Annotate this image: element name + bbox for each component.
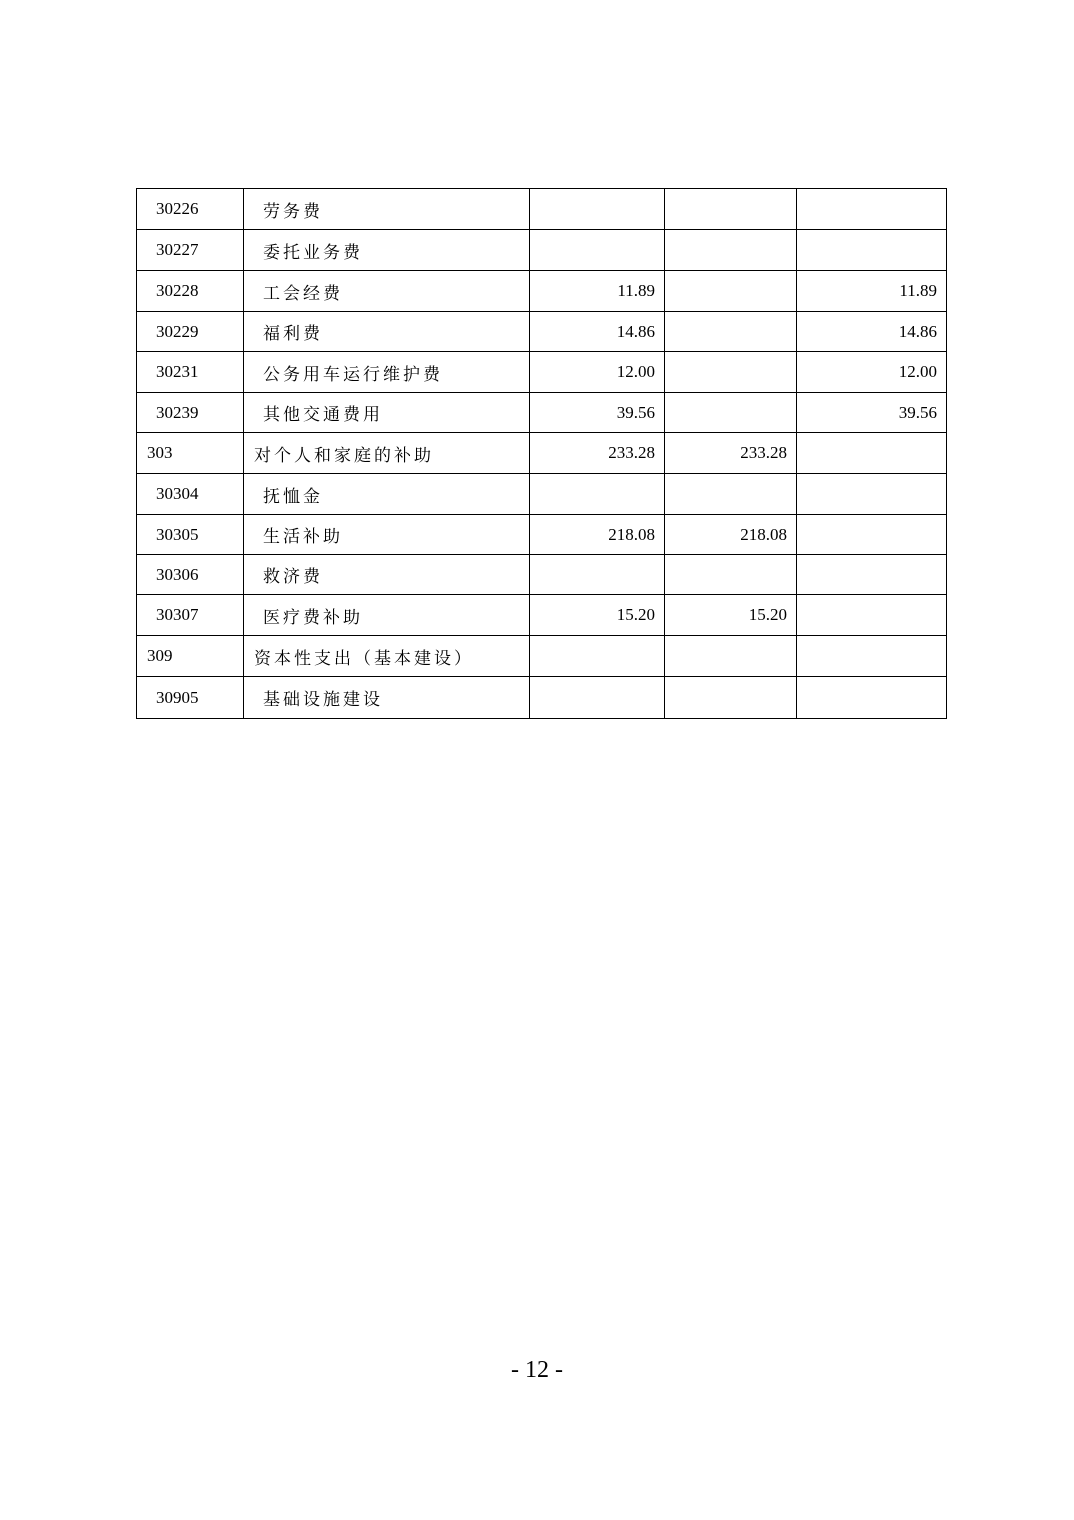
project-amount: [797, 189, 947, 230]
account-name: 公务用车运行维护费: [244, 352, 530, 393]
table-row: [137, 433, 947, 474]
total-amount: [530, 636, 665, 677]
basic-amount: [665, 677, 797, 719]
basic-amount: [665, 230, 797, 271]
account-name: 抚恤金: [244, 474, 530, 515]
basic-amount: 218.08: [665, 515, 797, 555]
table-row: [137, 312, 947, 352]
basic-amount: [665, 271, 797, 312]
account-name: 对个人和家庭的补助: [244, 433, 530, 474]
account-code: 30305: [137, 515, 244, 555]
table-row: [137, 230, 947, 271]
table-row: [137, 393, 947, 433]
total-amount: 15.20: [530, 595, 665, 636]
basic-amount: [665, 636, 797, 677]
project-amount: [797, 433, 947, 474]
table-row: [137, 636, 947, 677]
account-name: 医疗费补助: [244, 595, 530, 636]
total-amount: [530, 474, 665, 515]
account-code: 303: [137, 433, 244, 474]
project-amount: [797, 474, 947, 515]
basic-amount: [665, 189, 797, 230]
account-code: 309: [137, 636, 244, 677]
total-amount: 14.86: [530, 312, 665, 352]
table-row: [137, 352, 947, 393]
table-row: [137, 677, 947, 719]
project-amount: [797, 677, 947, 719]
budget-table: [136, 188, 947, 719]
project-amount: [797, 230, 947, 271]
account-name: 委托业务费: [244, 230, 530, 271]
account-code: 30307: [137, 595, 244, 636]
total-amount: 39.56: [530, 393, 665, 433]
account-code: 30231: [137, 352, 244, 393]
basic-amount: 233.28: [665, 433, 797, 474]
account-name: 救济费: [244, 555, 530, 595]
account-name: 生活补助: [244, 515, 530, 555]
total-amount: [530, 677, 665, 719]
basic-amount: [665, 555, 797, 595]
basic-amount: [665, 393, 797, 433]
total-amount: 218.08: [530, 515, 665, 555]
account-name: 福利费: [244, 312, 530, 352]
total-amount: [530, 555, 665, 595]
table-row: [137, 474, 947, 515]
account-name: 工会经费: [244, 271, 530, 312]
total-amount: [530, 230, 665, 271]
account-name: 劳务费: [244, 189, 530, 230]
table-row: [137, 555, 947, 595]
project-amount: [797, 515, 947, 555]
account-code: 30304: [137, 474, 244, 515]
total-amount: 12.00: [530, 352, 665, 393]
basic-amount: [665, 312, 797, 352]
total-amount: 11.89: [530, 271, 665, 312]
basic-amount: [665, 474, 797, 515]
account-code: 30905: [137, 677, 244, 719]
total-amount: 233.28: [530, 433, 665, 474]
account-name: 其他交通费用: [244, 393, 530, 433]
table-row: [137, 515, 947, 555]
account-name: 资本性支出（基本建设）: [244, 636, 530, 677]
project-amount: 14.86: [797, 312, 947, 352]
project-amount: [797, 555, 947, 595]
account-code: 30306: [137, 555, 244, 595]
account-code: 30239: [137, 393, 244, 433]
project-amount: 12.00: [797, 352, 947, 393]
page-number: - 12 -: [511, 1357, 563, 1383]
table-row: [137, 595, 947, 636]
account-code: 30229: [137, 312, 244, 352]
account-code: 30226: [137, 189, 244, 230]
account-code: 30228: [137, 271, 244, 312]
total-amount: [530, 189, 665, 230]
project-amount: [797, 595, 947, 636]
project-amount: 11.89: [797, 271, 947, 312]
basic-amount: [665, 352, 797, 393]
project-amount: 39.56: [797, 393, 947, 433]
table-row: [137, 271, 947, 312]
project-amount: [797, 636, 947, 677]
account-name: 基础设施建设: [244, 677, 530, 719]
basic-amount: 15.20: [665, 595, 797, 636]
table-row: [137, 189, 947, 230]
account-code: 30227: [137, 230, 244, 271]
